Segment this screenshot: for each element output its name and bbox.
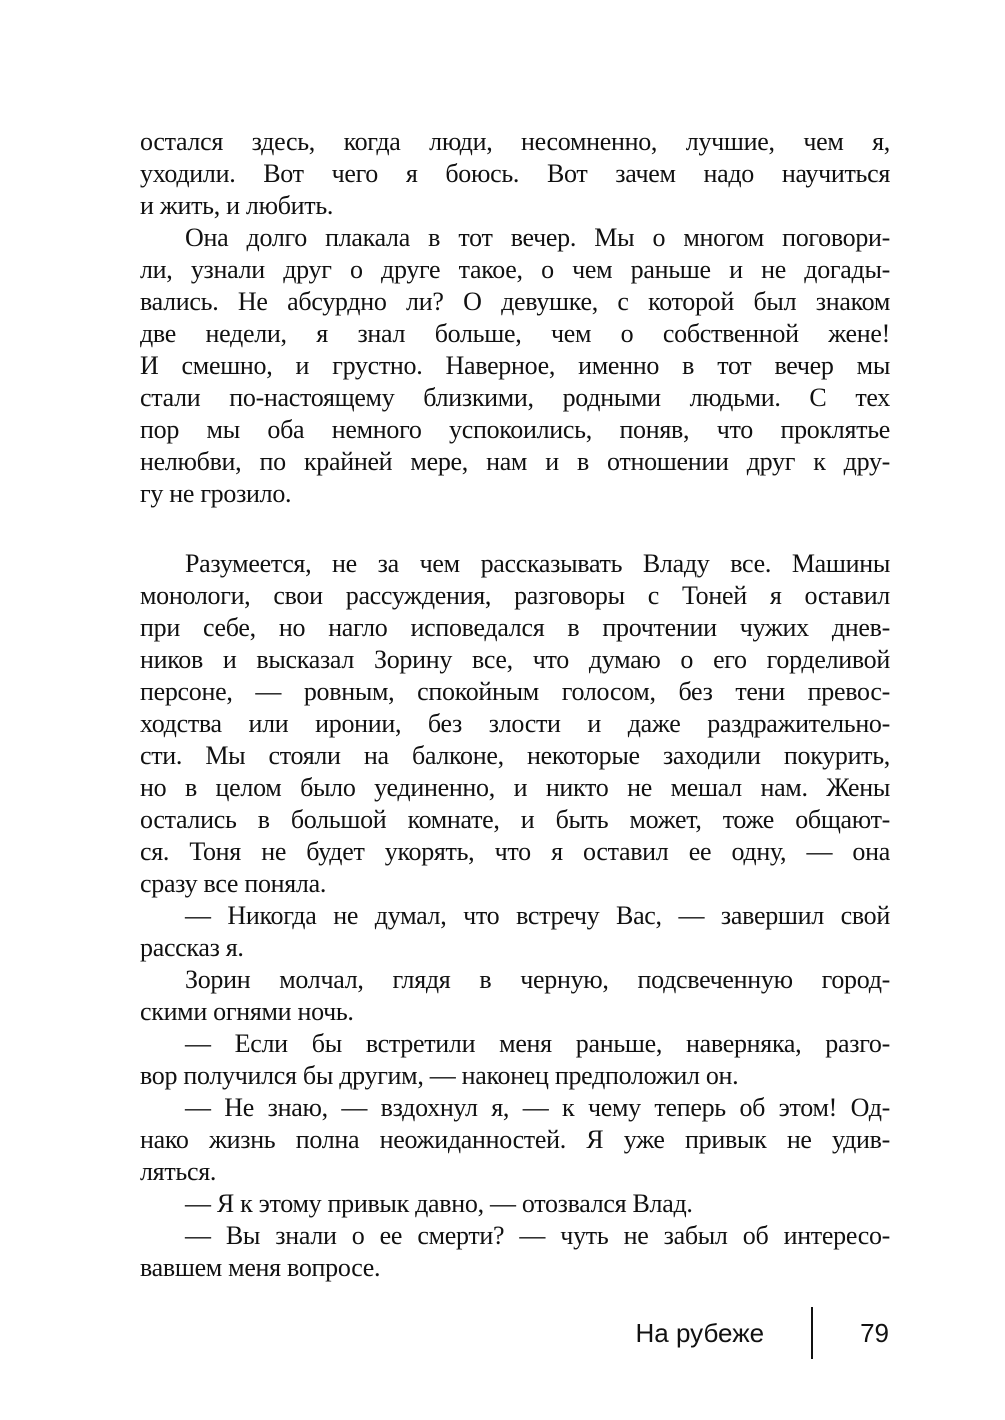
text-line: остались в большой комнате, и быть может, тоже общают- [140,805,890,834]
text-line: вались. Не абсурдно ли? О девушке, с которой был знаком [140,287,890,316]
text-line: — Вы знали о ее смерти? — чуть не забыл об интересо- [185,1221,890,1250]
text-line: гу не грозило. [140,479,292,508]
paragraph [140,1028,890,1092]
text-line: остался здесь, когда люди, несомненно, лучшие, чем я, [140,127,890,156]
running-title: На рубеже [635,1317,765,1348]
paragraph [140,222,890,510]
text-line: пор мы оба немного успокоились, поняв, что проклятье [140,415,890,444]
paragraph [140,1188,890,1220]
text-line: — Никогда не думал, что встречу Вас, — завершил свой [185,901,890,930]
text-line: уходили. Вот чего я боюсь. Вот зачем надо научиться [140,159,890,188]
text-line: вавшем меня вопросе. [140,1253,381,1282]
text-line: скими огнями ночь. [140,997,354,1026]
page-text [140,126,890,1284]
text-line: ли, узнали друг о друге такое, о чем раньше и не догады- [140,255,890,284]
text-line: при себе, но нагло исповедался в прочтении чужих днев- [140,613,890,642]
text-line: Зорин молчал, глядя в черную, подсвеченную город- [185,965,890,994]
text-line: две недели, я знал больше, чем о собственной жене! [140,319,890,348]
text-line: и жить, и любить. [140,191,334,220]
text-line: персоне, — ровным, спокойным голосом, без тени превос- [140,677,890,706]
paragraph [140,964,890,1028]
text-line: сразу все поняла. [140,869,327,898]
text-line: нако жизнь полна неожиданностей. Я уже привык не удив- [140,1125,890,1154]
text-line: — Если бы встретили меня раньше, наверняка, разго- [185,1029,890,1058]
page-number: 79 [860,1317,889,1348]
paragraph [140,548,890,900]
text-line: — Не знаю, — вздохнул я, — к чему теперь об этом! Од- [185,1093,890,1122]
text-line: монологи, свои рассуждения, разговоры с Тоней я оставил [140,581,890,610]
text-line: Она долго плакала в тот вечер. Мы о многом поговори- [185,223,890,252]
text-line: ся. Тоня не будет укорять, что я оставил ее одну, — она [140,837,890,866]
page-footer [636,1306,889,1360]
text-line: ходства или иронии, без злости и даже раздражительно- [140,709,890,738]
paragraph [140,900,890,964]
paragraph [140,1220,890,1284]
text-line: вор получился бы другим, — наконец предположил он. [140,1061,739,1090]
text-line: стали по-настоящему близкими, родными людьми. С тех [140,383,890,412]
text-line: ников и высказал Зорину все, что думаю о его горделивой [140,645,890,674]
paragraph [140,126,890,222]
footer-divider [811,1307,813,1359]
text-line: Разумеется, не за чем рассказывать Владу все. Машины [185,549,890,578]
paragraph [140,1092,890,1188]
text-line: сти. Мы стояли на балконе, некоторые заходили покурить, [140,741,890,770]
text-line: но в целом было уединенно, и никто не мешал нам. Жены [140,773,890,802]
text-line: рассказ я. [140,933,244,962]
text-line: — Я к этому привык давно, — отозвался Влад. [185,1189,693,1218]
text-line: И смешно, и грустно. Наверное, именно в тот вечер мы [140,351,890,380]
text-line: нелюбви, по крайней мере, нам и в отношении друг к дру- [140,447,890,476]
text-line: ляться. [140,1157,217,1186]
